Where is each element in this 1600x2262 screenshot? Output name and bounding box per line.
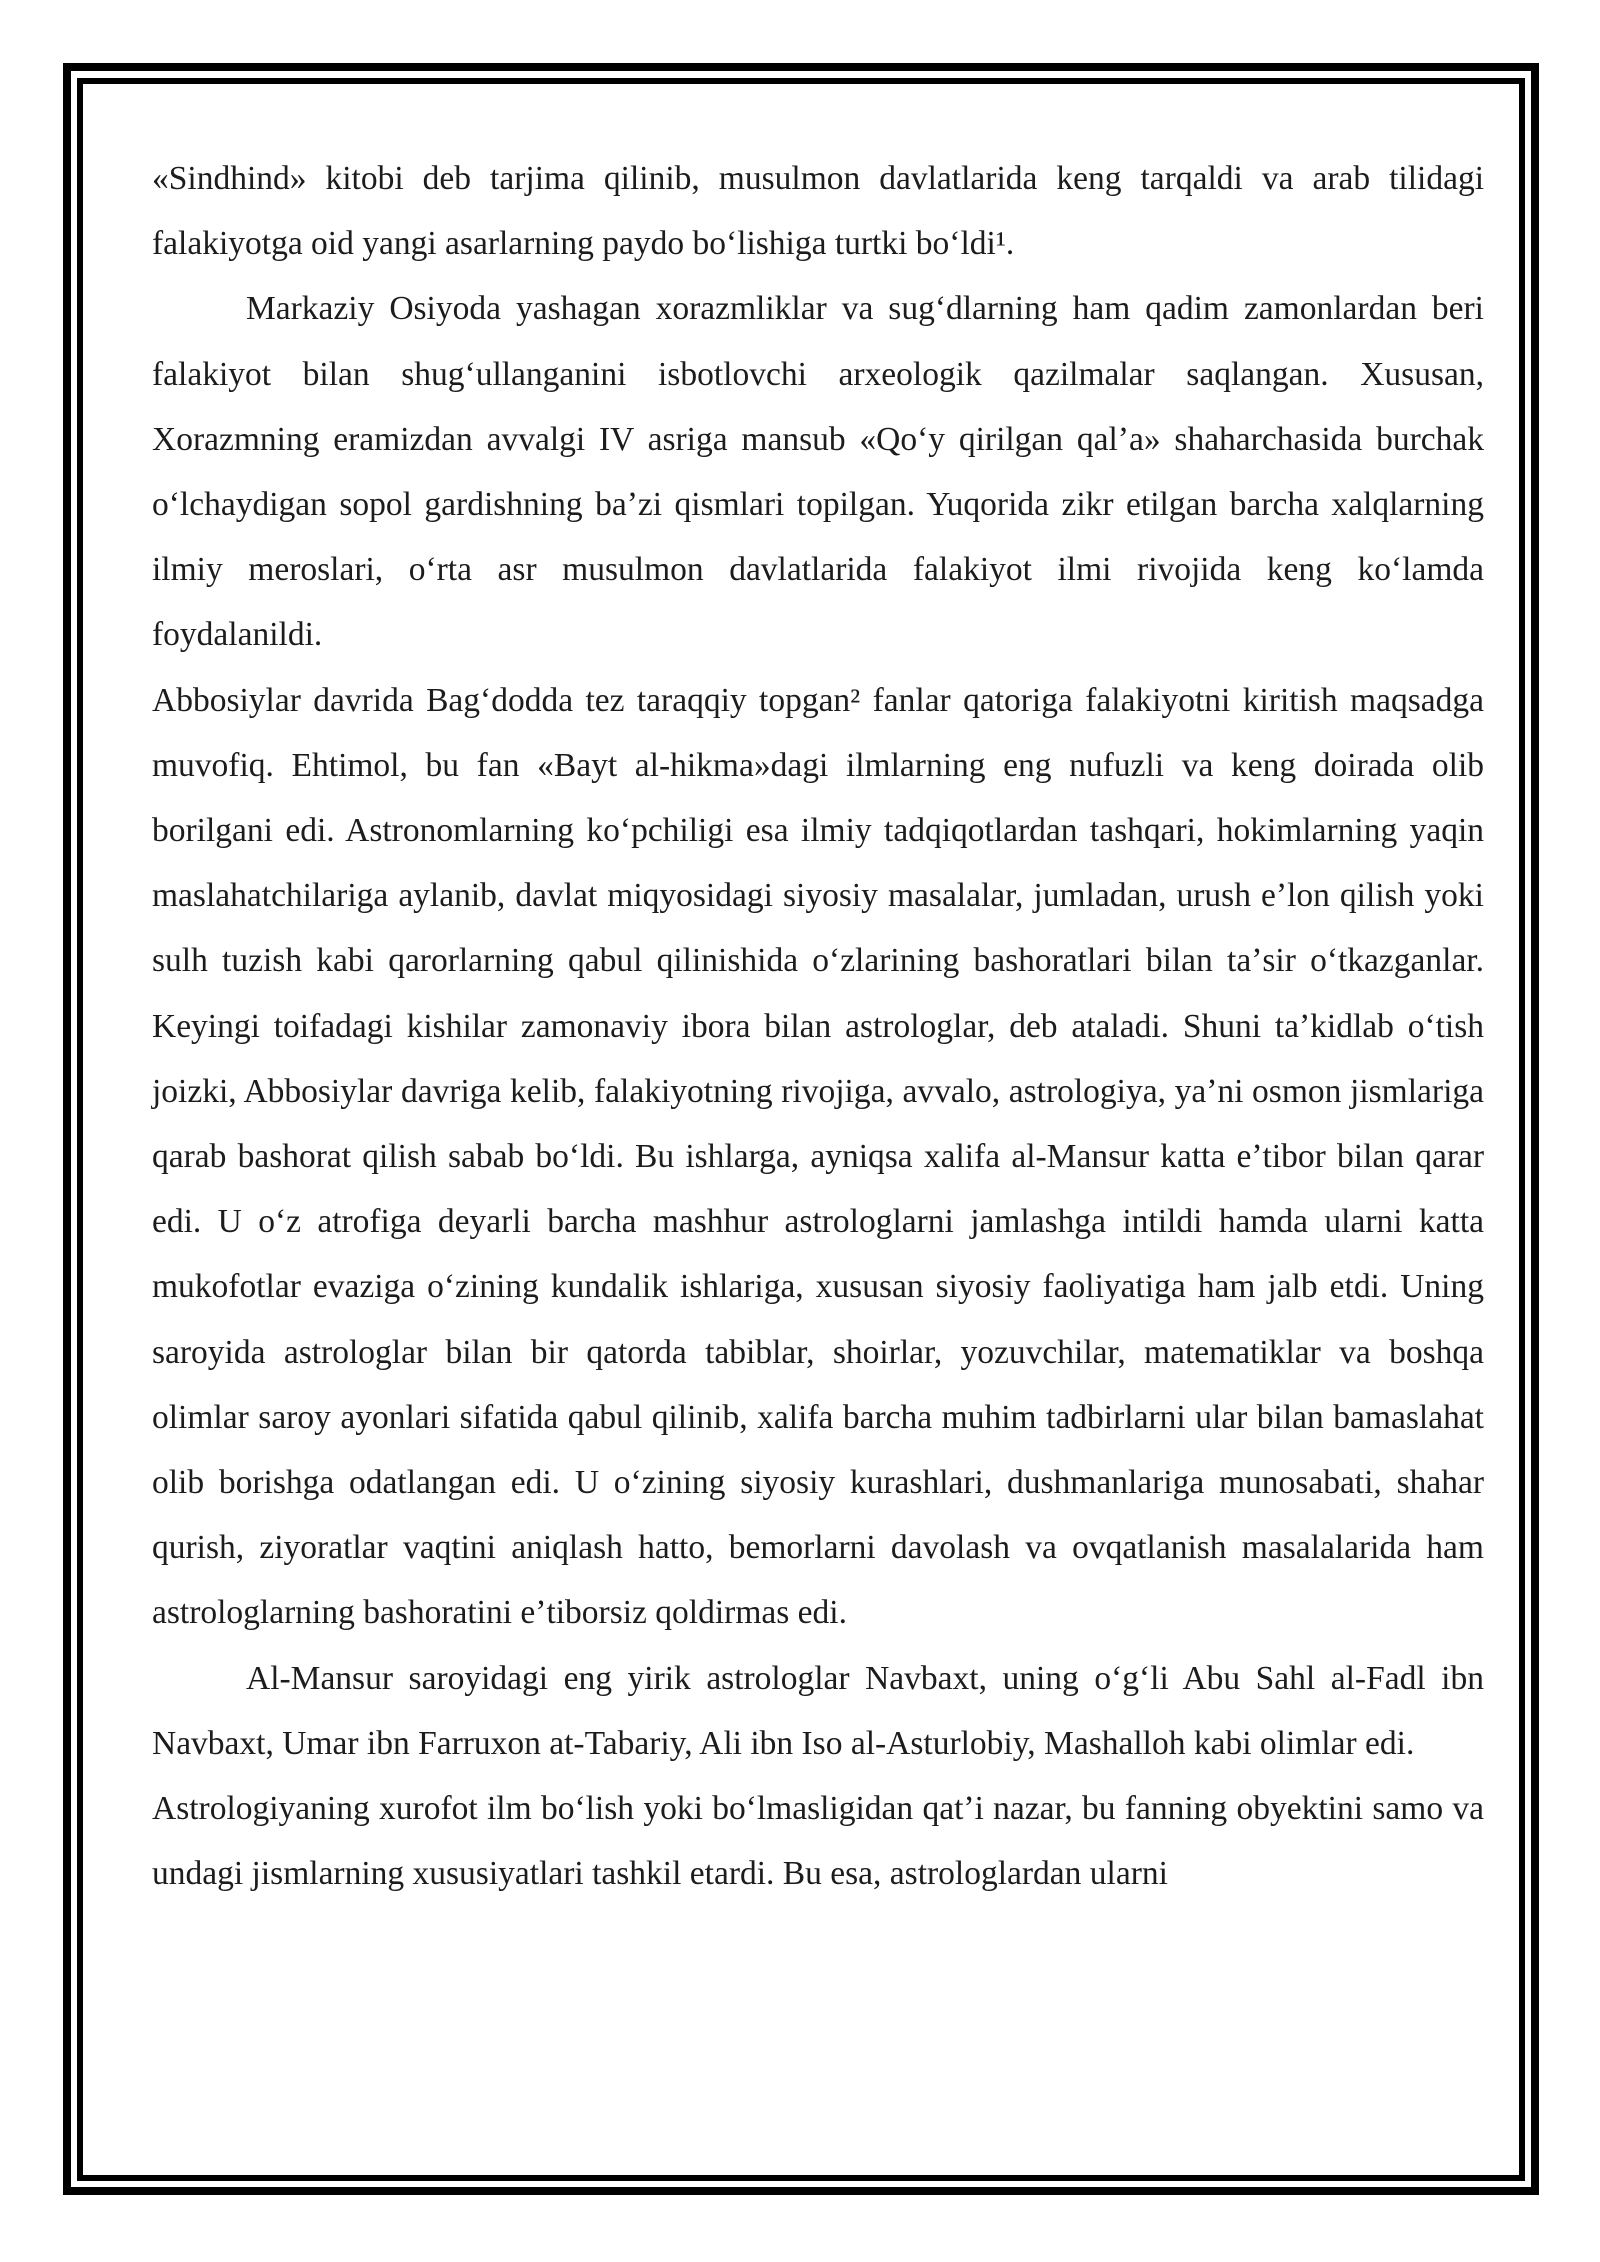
paragraph-sindhind: «Sindhind» kitobi deb tarjima qilinib, musulmon davlatlarida keng tarqaldi va arab tilidagi falakiyotga oid yangi asarlarning paydo boʻlishiga turtki boʻldi¹. (152, 160, 1484, 263)
paragraph-astrologiya: Astrologiyaning xurofot ilm boʻlish yoki boʻlmasligidan qatʼi nazar, bu fanning obyektini samo va undagi jismlarning xususiyatlari tashkil etardi. Bu esa, astrologlardan ularni (152, 1790, 1484, 1893)
paragraph-abbosiylar: Abbosiylar davrida Bagʻdodda tez taraqqiy topgan² fanlar qatoriga falakiyotni kiritish maqsadga muvofiq. Ehtimol, bu fan «Bayt al-hikma»dagi ilmlarning eng nufuzli va keng doirada olib borilgani edi. Astronomlarning koʻpchiligi esa ilmiy tadqiqotlardan tashqari, hokimlarning yaqin maslahatchilariga aylanib, davlat miqyosidagi siyosiy masalalar, jumladan, urush eʼlon qilish yoki sulh tuzish kabi qarorlarning qabul qilinishida oʻzlarining bashoratlari bilan taʼsir oʻtkazganlar. Keyingi toifadagi kishilar zamonaviy ibora bilan astrologlar, deb ataladi. Shuni taʼkidlab oʻtish joizki, Abbosiylar davriga kelib, falakiyotning rivojiga, avvalo, astrologiya, yaʼni osmon jismlariga qarab bashorat qilish sabab boʻldi. Bu ishlarga, ayniqsa xalifa al-Mansur katta eʼtibor bilan qarar edi. U oʻz atrofiga deyarli barcha mashhur astrologlarni jamlashga intildi hamda ularni katta mukofotlar evaziga oʻzining kundalik ishlariga, xususan siyosiy faoliyatiga ham jalb etdi. Uning saroyida astrologlar bilan bir qatorda tabiblar, shoirlar, yozuvchilar, matematiklar va boshqa olimlar saroy ayonlari sifatida qabul qilinib, xalifa barcha muhim tadbirlarni ular bilan bamaslahat olib borishga odatlangan edi. U oʻzining siyosiy kurashlari, dushmanlariga munosabati, shahar qurish, ziyoratlar vaqtini aniqlash hatto, bemorlarni davolash va ovqatlanish masalalarida ham astrologlarning bashoratini eʼtiborsiz qoldirmas edi. (152, 681, 1484, 1632)
document-body (152, 146, 1484, 1906)
paragraph-al-mansur-astrologlar: Al-Mansur saroyidagi eng yirik astrologlar Navbaxt, uning oʻgʻli Abu Sahl al-Fadl ibn Navbaxt, Umar ibn Farruxon at-Tabariy, Ali ibn Iso al-Asturlobiy, Mashalloh kabi olimlar edi. (152, 1659, 1484, 1762)
paragraph-markaziy-osiyo: Markaziy Osiyoda yashagan xorazmliklar va sugʻdlarning ham qadim zamonlardan beri falakiyot bilan shugʻullanganini isbotlovchi arxeologik qazilmalar saqlangan. Xususan, Xorazmning eramizdan avvalgi IV asriga mansub «Qoʻy qirilgan qalʼa» shaharchasida burchak oʻlchaydigan sopol gardishning baʼzi qismlari topilgan. Yuqorida zikr etilgan barcha xalqlarning ilmiy meroslari, oʻrta asr musulmon davlatlarida falakiyot ilmi rivojida keng koʻlamda foydalanildi. (152, 290, 1484, 654)
